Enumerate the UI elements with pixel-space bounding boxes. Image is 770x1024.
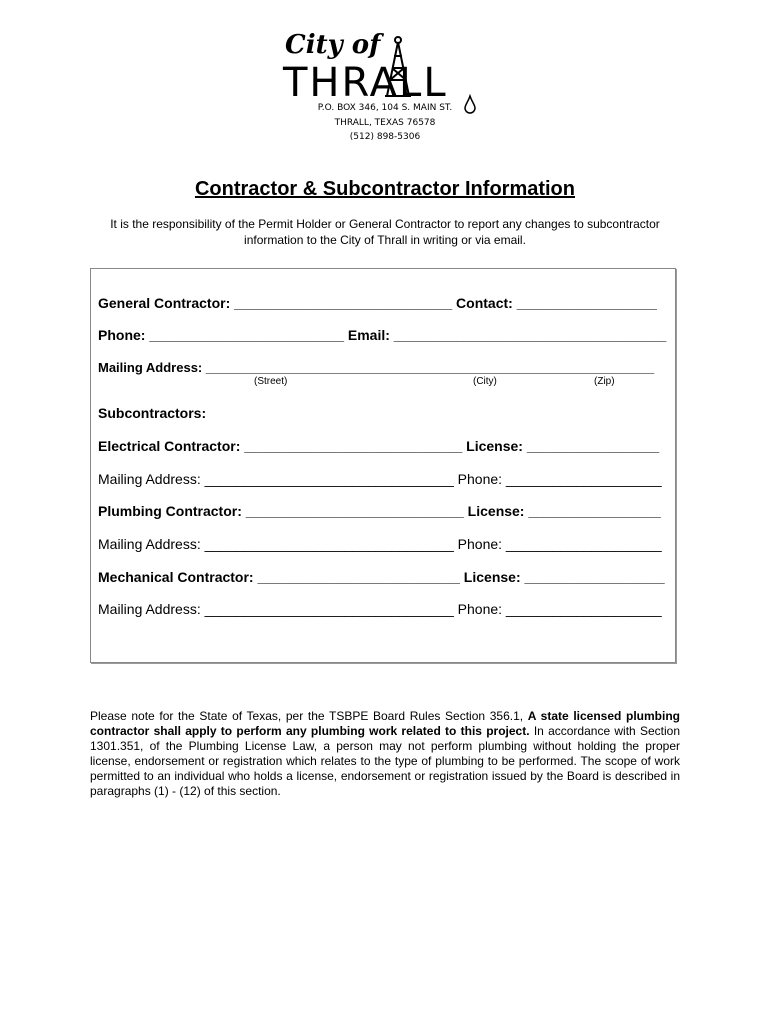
mechanical-contractor-field[interactable]: Mechanical Contractor: __________________________ License: __________________ xyxy=(98,569,665,585)
page-title: Contractor & Subcontractor Information xyxy=(194,178,575,200)
address-line-1: P.O. BOX 346, 104 S. MAIN ST. xyxy=(317,103,453,113)
mechanical-mailing-field[interactable]: Mailing Address: ________________________________ Phone: ____________________ xyxy=(98,601,662,617)
logo-thrall-text: THRALL xyxy=(283,60,448,106)
street-label: (Street) xyxy=(254,376,288,387)
address-line-2: THRALL, TEXAS 76578 xyxy=(334,118,436,128)
plumbing-notice xyxy=(90,709,680,799)
plumbing-contractor-field[interactable]: Plumbing Contractor: ____________________________ License: _________________ xyxy=(98,503,661,519)
notice-bold-text: A state licensed plumbing contractor shall apply to perform any plumbing work related to this project. xyxy=(90,709,681,738)
notice-text-1: Please note for the State of Texas, per the TSBPE Board Rules Section 356.1, xyxy=(90,709,528,723)
electrical-mailing-field[interactable]: Mailing Address: ________________________________ Phone: ____________________ xyxy=(98,471,662,487)
logo-city-text: City of xyxy=(285,30,381,60)
intro-text: It is the responsibility of the Permit Holder or General Contractor to report any changes to subcontractor information to the City of Thrall in writing or via email. xyxy=(110,217,660,247)
electrical-contractor-field[interactable]: Electrical Contractor: ____________________________ License: _________________ xyxy=(98,438,660,454)
oil-derrick-icon xyxy=(381,34,415,104)
phone-email-field[interactable]: Phone: _________________________ Email: ___________________________________ xyxy=(98,327,667,343)
plumbing-mailing-field[interactable]: Mailing Address: ________________________________ Phone: ____________________ xyxy=(98,536,662,552)
zip-label: (Zip) xyxy=(594,376,615,387)
subcontractors-heading: Subcontractors: xyxy=(98,405,207,421)
mailing-address-field[interactable]: Mailing Address: ______________________________________________________________ xyxy=(98,360,655,375)
city-logo xyxy=(283,30,483,112)
phone-number: (512) 898-5306 xyxy=(349,132,421,142)
general-contractor-field[interactable]: General Contractor: ____________________________ Contact: __________________ xyxy=(98,295,657,311)
notice-text-2: In accordance with Section 1301.351, of the Plumbing License Law, a person may not perform plumbing without holding the proper license, endorsement or registration which relates to the type of plumbing to be performed. The scope of work permitted to an individual who holds a license, endorsement or registration issued by the Board is described in paragraphs (1) - (12) of this section. xyxy=(90,724,681,798)
city-label: (City) xyxy=(473,376,497,387)
